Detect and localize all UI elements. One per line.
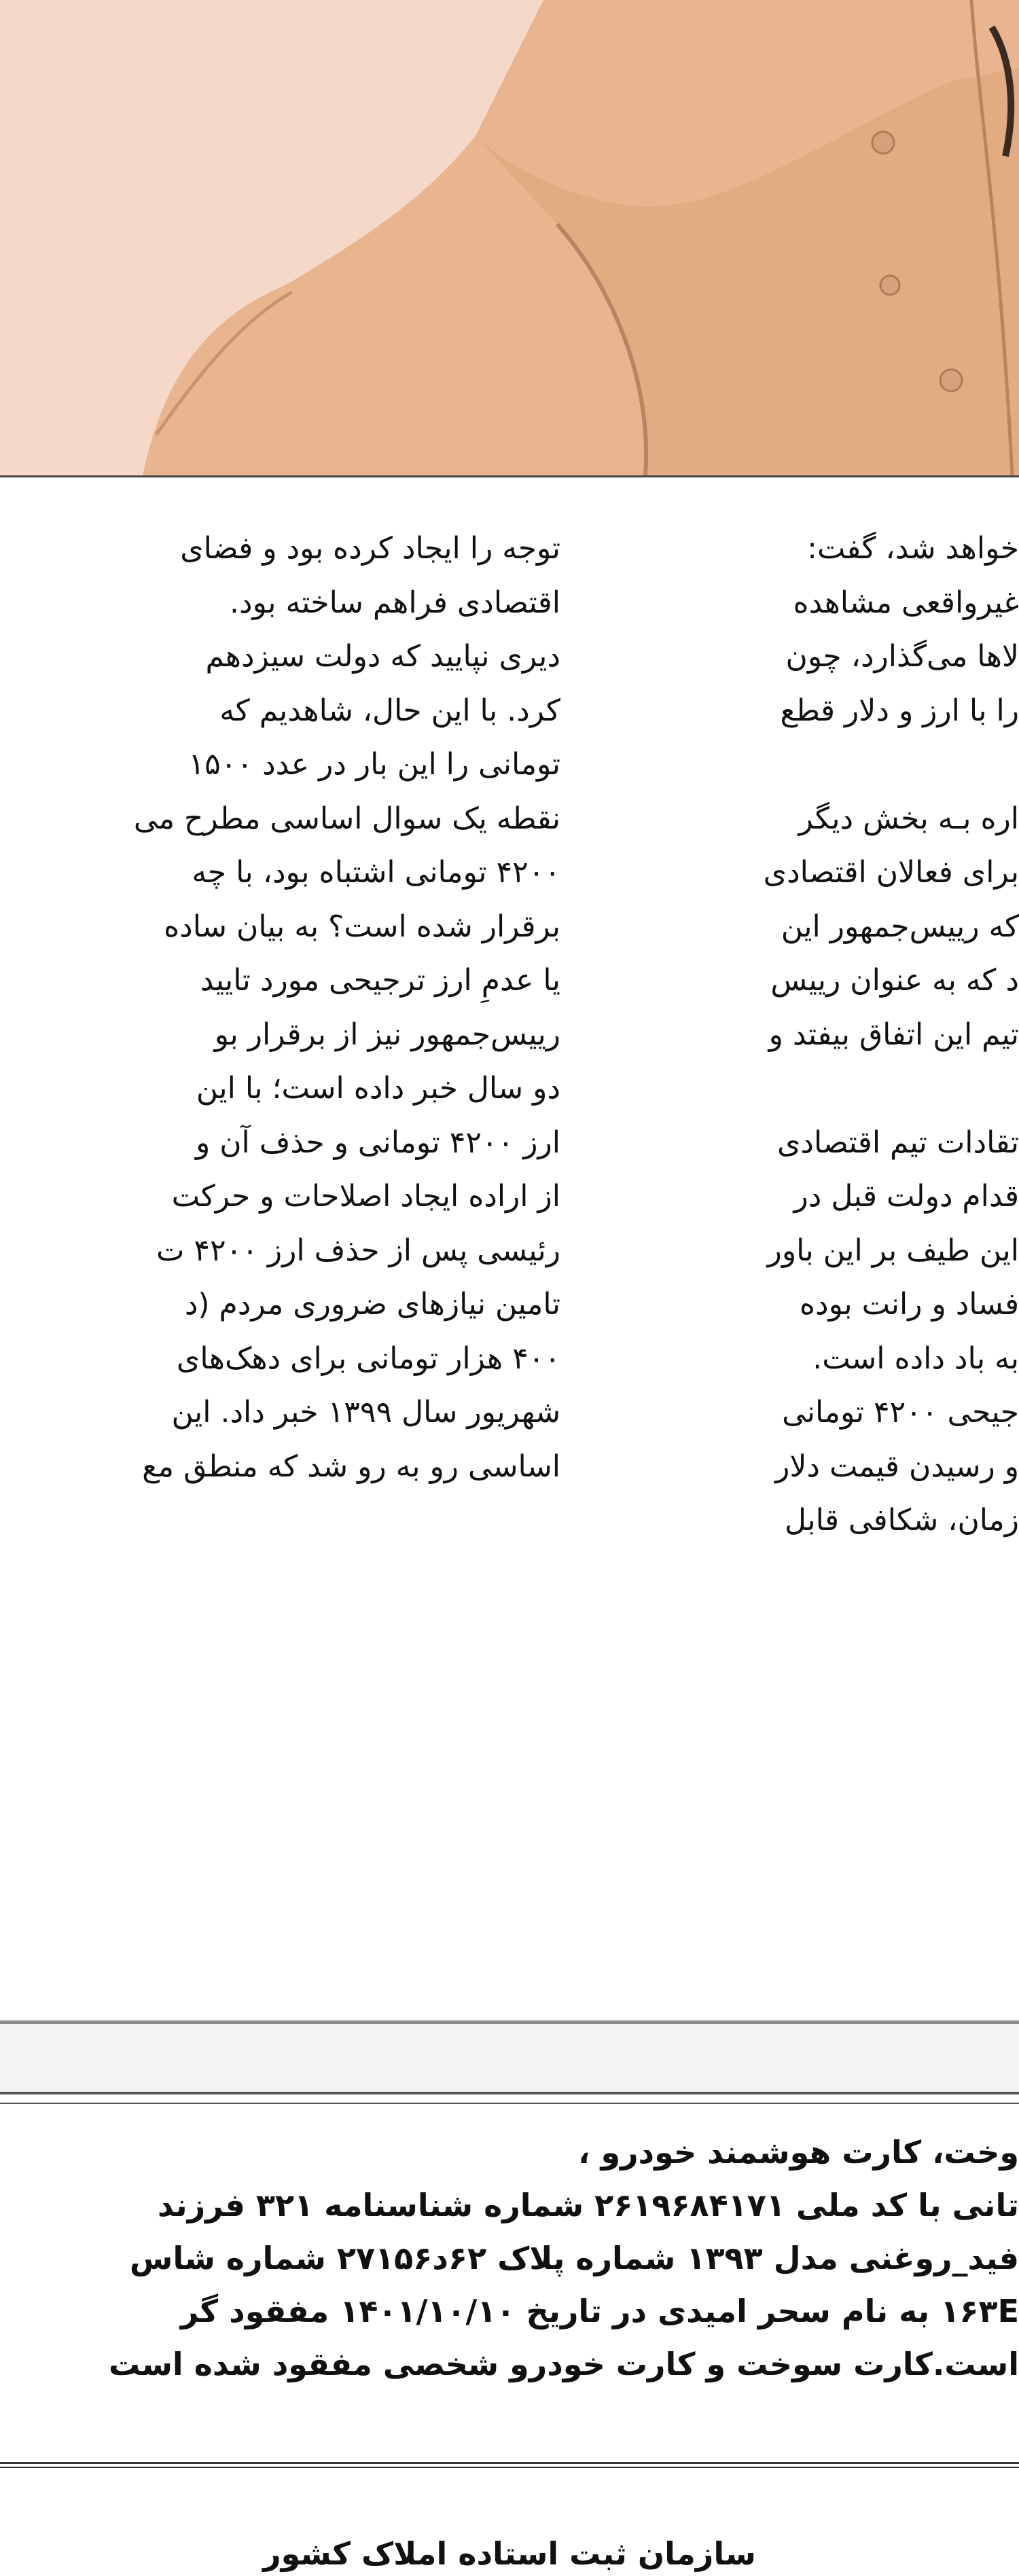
- notice-line: ۱۶۳E به نام سحر امیدی در تاریخ ۱۴۰۱/۱۰/۱۰ مفقود گر: [180, 2293, 1019, 2329]
- article-line: ارز ۴۲۰۰ تومانی و حذف آن و: [196, 1125, 560, 1160]
- article-line: از اراده ایجاد اصلاحات و حرکت: [171, 1179, 560, 1214]
- article-line: ۴۰۰ هزار تومانی برای دهک‌های: [176, 1341, 560, 1376]
- photo-divider: [0, 475, 1019, 477]
- article-line: جیحی ۴۲۰۰ تومانی: [782, 1395, 1019, 1430]
- notice-bottom-rule-thin: [0, 2467, 1019, 2468]
- article-left-column: [0, 522, 560, 1493]
- article-line: را با ارز و دلار قطع: [780, 693, 1019, 728]
- article-line: توجه را ایجاد کرده بود و فضای: [180, 531, 560, 566]
- notice-line: است.کارت سوخت و کارت خودرو شخصی مفقود شده است: [109, 2346, 1019, 2382]
- article-line: که رییس‌جمهور این: [781, 909, 1019, 944]
- article-line: خواهد شد، گفت:: [807, 531, 1019, 566]
- notice-top-rule: [0, 2092, 1019, 2094]
- article-line: اساسی رو به رو شد که منطق مع: [142, 1449, 560, 1484]
- article-line: تومانی را این بار در عدد ۱۵۰۰: [188, 747, 560, 782]
- article-line: غیرواقعی مشاهده: [793, 585, 1019, 620]
- notice-bottom-rule: [0, 2462, 1019, 2464]
- organization-name: سازمان ثبت استاده املاک کشور: [263, 2535, 756, 2572]
- article-line: زمان، شکافی قابل: [785, 1503, 1019, 1538]
- article-photo: [0, 0, 1019, 475]
- article-line: قدام دولت قبل در: [793, 1179, 1019, 1214]
- article-line: کرد. با این حال، شاهدیم که: [219, 693, 560, 728]
- article-line: لاها می‌گذارد، چون: [785, 639, 1019, 674]
- article-line: اقتصادی فراهم ساخته بود.: [229, 585, 560, 620]
- article-right-column: [685, 522, 1019, 1548]
- article-line: و رسیدن قیمت دلار: [775, 1449, 1019, 1484]
- article-line: یا عدمِ ارز ترجیحی مورد تایید: [200, 963, 560, 998]
- notice-line: تانی با کد ملی ۲۶۱۹۶۸۴۱۷۱ شماره شناسنامه ۳۲۱ فرزند: [157, 2187, 1019, 2224]
- article-line: برقرار شده است؟ به بیان ساده: [164, 909, 560, 944]
- article-line: اره بـه بخش دیگر: [798, 801, 1019, 836]
- article-line: نقطه یک سوال اساسی مطرح می: [133, 801, 560, 836]
- article-line: شهریور سال ۱۳۹۹ خبر داد. این: [171, 1395, 560, 1430]
- lost-item-notice: [0, 2105, 1019, 2465]
- article-line: ۴۲۰۰ تومانی اشتباه بود، با چه: [192, 855, 560, 890]
- article-line: د که به عنوان رییس: [770, 963, 1019, 998]
- article-line: رئیسی پس از حذف ارز ۴۲۰۰ ت: [156, 1233, 560, 1268]
- article-line: دو سال خبر داده است؛ با این: [196, 1071, 560, 1106]
- article-line: دیری نپایید که دولت سیزدهم: [205, 639, 560, 674]
- article-line: به باد داده است.: [812, 1341, 1019, 1376]
- article-line: تامین نیازهای ضروری مردم (د: [184, 1287, 560, 1322]
- article-line: این طیف بر این باور: [767, 1233, 1019, 1268]
- notice-line: فید_روغنی مدل ۱۳۹۳ شماره پلاک ۶۲د۲۷۱۵۶ شماره شاس: [129, 2240, 1019, 2276]
- person-shirt-illustration: [0, 0, 1019, 475]
- article-line: فساد و رانت بوده: [799, 1287, 1019, 1322]
- article-line: تقادات تیم اقتصادی: [776, 1125, 1019, 1160]
- gray-band: [0, 2024, 1019, 2092]
- article-line: [685, 1062, 1019, 1116]
- article-line: رییس‌جمهور نیز از برقرار بو: [214, 1017, 560, 1052]
- notice-title: وخت، کارت هوشمند خودرو ،: [577, 2134, 1019, 2171]
- notice-top-rule-thin: [0, 2103, 1019, 2104]
- article-line: برای فعالان اقتصادی: [763, 855, 1019, 890]
- article-line: [685, 738, 1019, 792]
- article-line: تیم این اتفاق بیفتد و: [768, 1017, 1019, 1052]
